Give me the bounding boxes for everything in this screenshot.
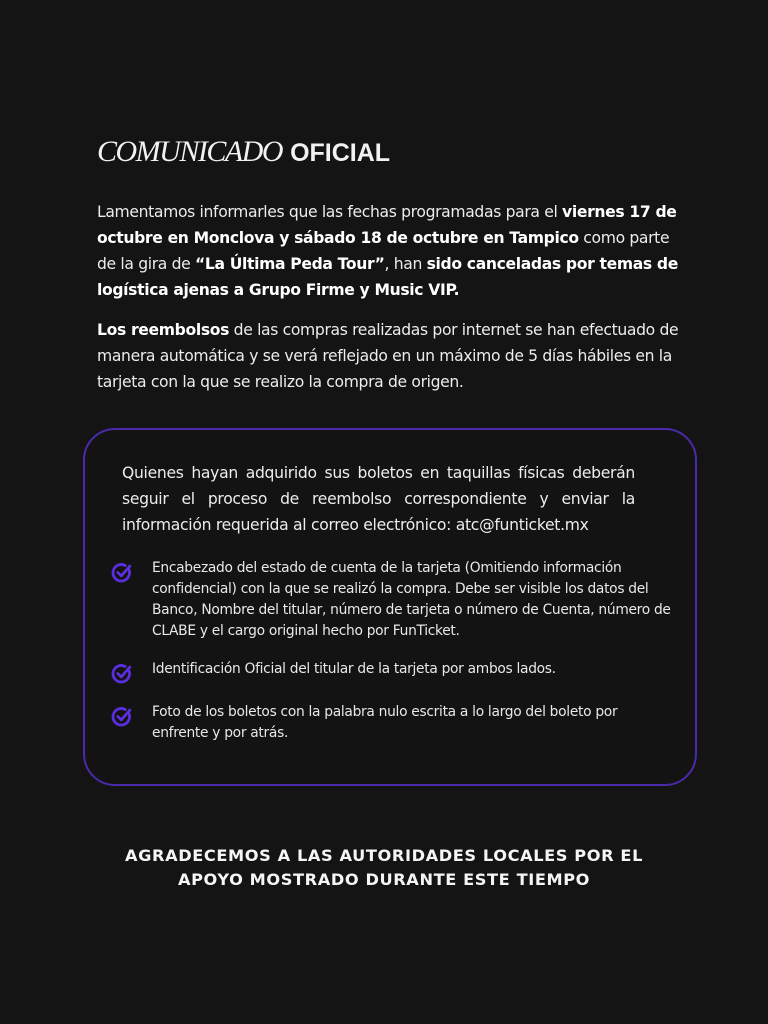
cancelled-dates: viernes 17 de octubre en Monclova y sábado 18 de octubre en Tampico xyxy=(97,203,677,247)
refund-box-intro: Quienes hayan adquirido sus boletos en taquillas físicas deberán seguir el proceso de reembolso correspondiente y enviar la información requerida al correo electrónico: atc@funticket.mx xyxy=(122,464,635,534)
footer-line-2: APOYO MOSTRADO DURANTE ESTE TIEMPO xyxy=(177,870,591,889)
requirement-text: Identificación Oficial del titular de la tarjeta por ambos lados. xyxy=(152,661,556,677)
check-circle-icon xyxy=(111,562,133,584)
page-title xyxy=(97,134,390,171)
title-italic: COMUNICADO xyxy=(97,135,282,168)
requirement-text: Encabezado del estado de cuenta de la tarjeta (Omitiendo información confidencial) con la que se realizó la compra. Debe ser visible los datos del Banco, Nombre del titular, número de tarjeta o número de Cuenta, número de CLABE y el cargo original hecho por FunTicket. xyxy=(152,560,671,639)
refund-instructions-box xyxy=(83,428,697,786)
tour-name: “La Última Peda Tour” xyxy=(195,255,385,273)
check-circle-icon xyxy=(111,706,133,728)
footer-line-1: AGRADECEMOS A LAS AUTORIDADES LOCALES POR EL xyxy=(125,846,643,865)
requirement-item xyxy=(111,659,671,685)
cancellation-paragraph xyxy=(97,199,687,303)
requirement-text: Foto de los boletos con la palabra nulo escrita a lo largo del boleto por enfrente y por atrás. xyxy=(152,704,618,741)
requirement-item xyxy=(111,558,671,642)
cancellation-reason: sido canceladas por temas de logística ajenas a Grupo Firme y Music VIP. xyxy=(97,255,678,299)
check-circle-icon xyxy=(111,663,133,685)
requirement-item xyxy=(111,702,671,744)
text-segment: de las compras realizadas por internet se han efectuado de manera automática y se verá reflejado en un máximo de 5 días hábiles en la tarjeta con la que se realizo la compra de origen. xyxy=(97,321,679,391)
text-segment: como parte de la gira de xyxy=(97,229,670,273)
thanks-footer xyxy=(0,844,768,892)
text-segment: , han xyxy=(384,255,427,273)
refund-label: Los reembolsos xyxy=(97,321,230,339)
refund-paragraph xyxy=(97,317,687,395)
requirements-list xyxy=(111,558,671,761)
title-bold: OFICIAL xyxy=(290,139,391,167)
text-segment: Lamentamos informarles que las fechas programadas para el xyxy=(97,203,563,221)
